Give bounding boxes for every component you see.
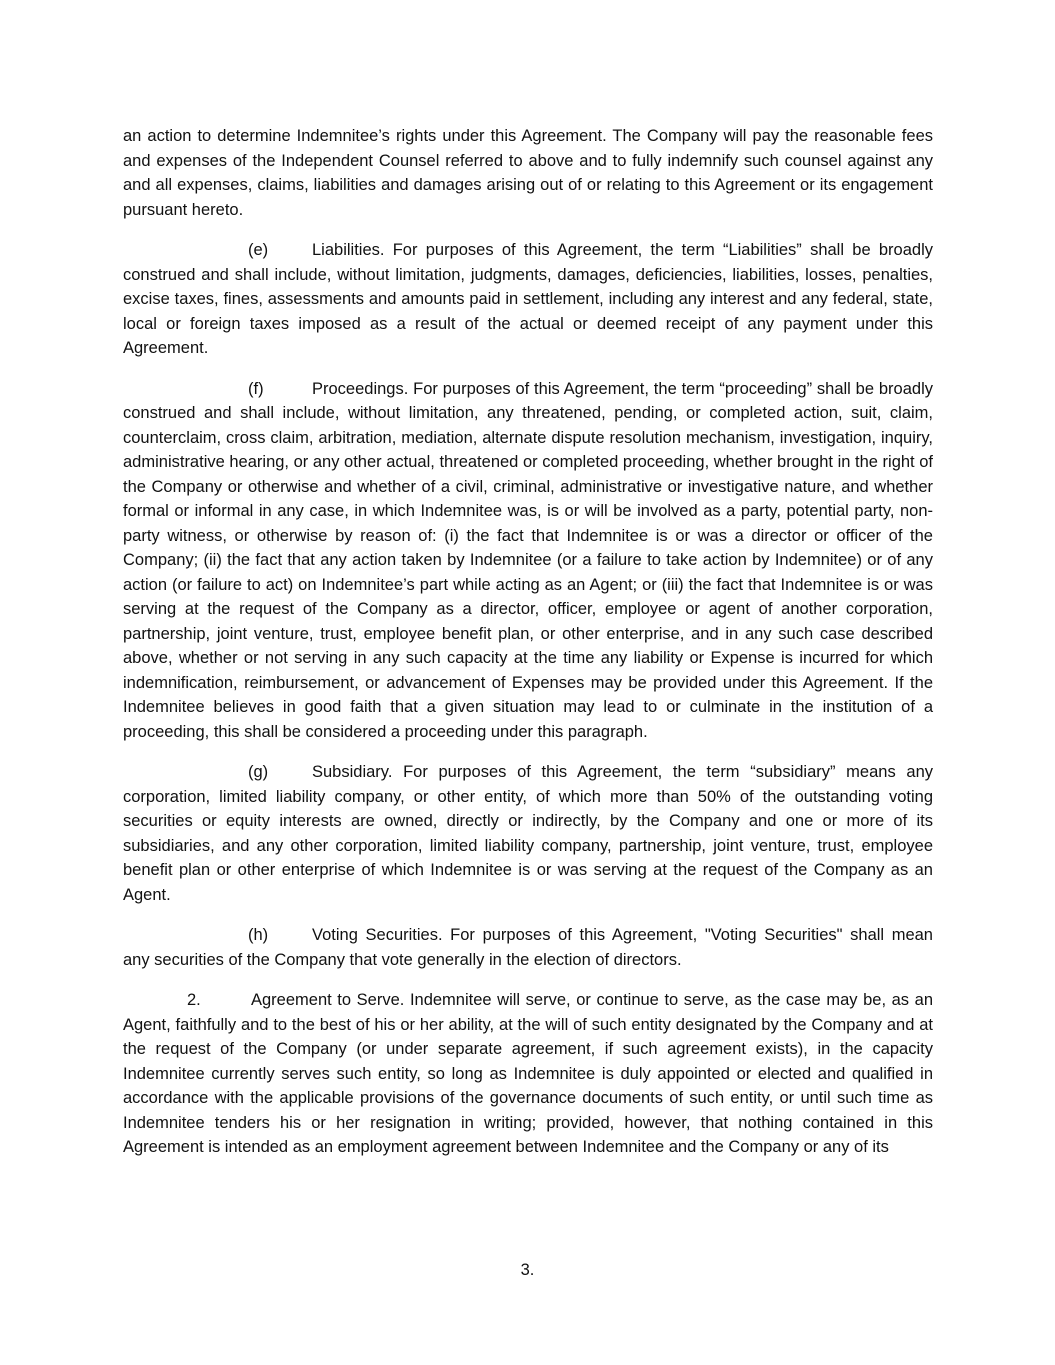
paragraph-text: Subsidiary. For purposes of this Agreement, the term “subsidiary” means any corporation, limited liability company, or other entity, of which more than 50% of the outstanding voting securities or equity interests are owned, directly or indirectly, by the Company and one or more of its subsidiaries, and any other corporation, limited liability company, partnership, joint venture, trust, employee benefit plan or other enterprise of which Indemnitee is or was serving at the request of the Company as an Agent. bbox=[123, 763, 933, 904]
paragraph-text: an action to determine Indemnitee’s rights under this Agreement. The Company will pay the reasonable fees and expenses of the Independent Counsel referred to above and to fully indemnify such counsel against any and all expenses, claims, liabilities and damages arising out of or relating to this Agreement or its engagement pursuant hereto. bbox=[123, 127, 933, 219]
paragraph-label: (h) bbox=[248, 926, 269, 944]
paragraph-label: 2. bbox=[187, 991, 201, 1009]
paragraph-g-subsidiary bbox=[123, 760, 933, 907]
paragraph-label: (f) bbox=[248, 379, 264, 398]
paragraph-text: Proceedings. For purposes of this Agreement, the term “proceeding” shall be broadly construed and shall include, without limitation, any threatened, pending, or completed action, suit, claim, counterclaim, cross claim, arbitration, mediation, alternate dispute resolution mechanism, investigation, inquiry, administrative hearing, or any other actual, threatened or completed proceeding, whether brought in the right of the Company or otherwise and whether of a civil, criminal, administrative or investigative nature, and whether formal or informal in any case, in which Indemnitee was, is or will be involved as a party, potential party, non-party witness, or otherwise by reason of: (i) the fact that Indemnitee is or was a director or officer of the Company; (ii) the fact that any action taken by Indemnitee (or a failure to take action by Indemnitee) or of any action (or failure to act) on Indemnitee’s part while acting as an Agent; or (iii) the fact that Indemnitee is or was serving at the request of the Company as a director, officer, employee or agent of another corporation, partnership, joint venture, trust, employee benefit plan, or other enterprise, and in any such case described above, whether or not serving in any such capacity at the time any liability or Expense is incurred for which indemnification, reimbursement, or advancement of Expenses may be provided under this Agreement. If the Indemnitee believes in good faith that a given situation may lead to or culminate in the institution of a proceeding, this shall be considered a proceeding under this paragraph. bbox=[123, 379, 933, 741]
paragraph-f-proceedings bbox=[123, 377, 933, 745]
page-number: 3. bbox=[520, 1261, 535, 1279]
paragraph-continuation bbox=[123, 124, 933, 222]
paragraph-label: (g) bbox=[248, 763, 269, 781]
paragraph-e-liabilities bbox=[123, 238, 933, 361]
paragraph-text: Agreement to Serve. Indemnitee will serve, or continue to serve, as the case may be, as an Agent, faithfully and to the best of his or her ability, at the will of such entity designated by the Company and at the request of the Company (or under separate agreement, if such agreement exists), in the capacity Indemnitee currently serves such entity, so long as Indemnitee is duly appointed or elected and qualified in accordance with the applicable provisions of the governance documents of such entity, or until such time as Indemnitee tenders his or her resignation in writing; provided, however, that nothing contained in this Agreement is intended as an employment agreement between Indemnitee and the Company or any of its bbox=[123, 991, 933, 1156]
paragraph-label: (e) bbox=[248, 241, 269, 259]
paragraph-text: Liabilities. For purposes of this Agreement, the term “Liabilities” shall be broadly construed and shall include, without limitation, judgments, damages, deficiencies, liabilities, losses, penalties, excise taxes, fines, assessments and amounts paid in settlement, including any interest and any federal, state, local or foreign taxes imposed as a result of the actual or deemed receipt of any payment under this Agreement. bbox=[123, 241, 933, 357]
paragraph-text: Voting Securities. For purposes of this Agreement, "Voting Securities" shall mean any securities of the Company that vote generally in the election of directors. bbox=[123, 926, 933, 969]
paragraph-2-agreement-to-serve bbox=[123, 988, 933, 1160]
body-text bbox=[123, 124, 933, 1176]
paragraph-h-voting-securities bbox=[123, 923, 933, 972]
